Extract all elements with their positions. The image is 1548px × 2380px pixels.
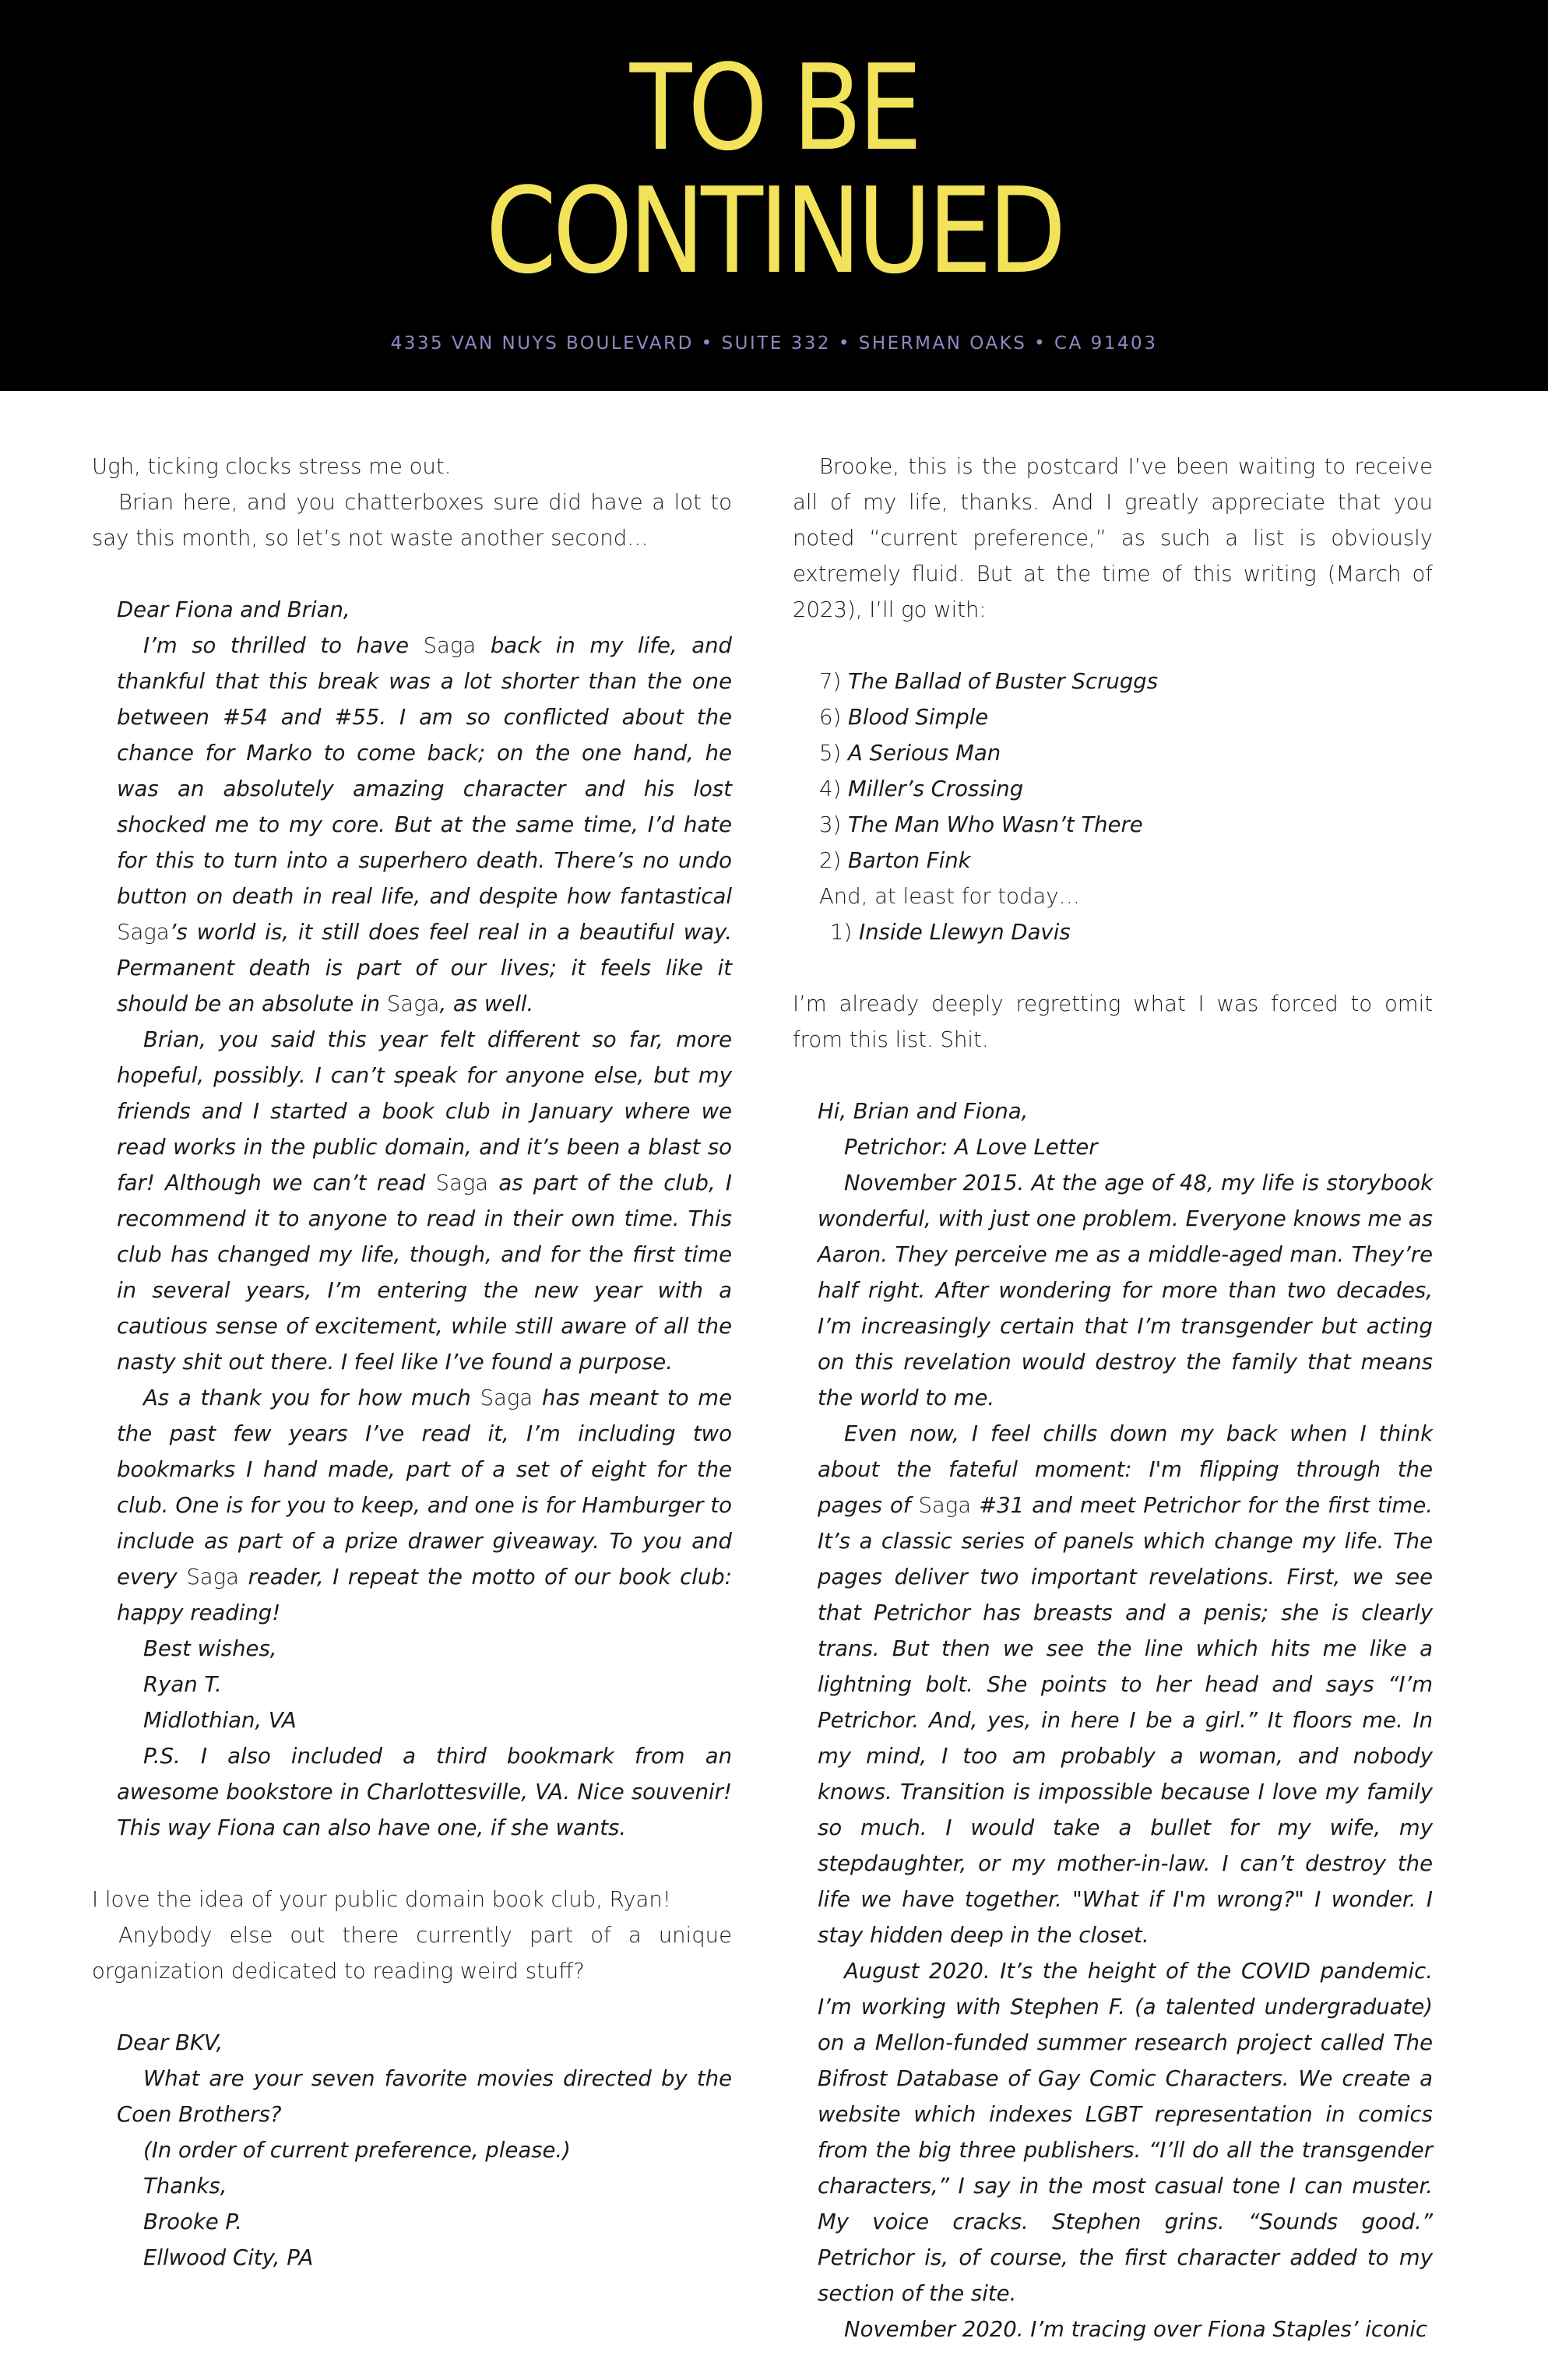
list-item: 2) Barton Fink bbox=[819, 848, 971, 873]
letter-paragraph: August 2020. It’s the height of the COVID pandemic. I’m working with Stephen F. (a talented undergraduate) on a Mellon-funded summer research project called The Bifrost Database of Gay Comic Characters. We create a website which indexes LGBT representation in comics from the big three publishers. “I’ll do all the transgender characters,” I say in the most casual tone I can muster. My voice cracks. Stephen grins. “Sounds good.” Petrichor is, of course, the first character added to my section of the site. bbox=[818, 1959, 1433, 2306]
reply-paragraph: Brooke, this is the postcard I’ve been waiting to receive all of my life, thanks. And I greatly appreciate that you noted “current preference,” as such a list is obviously extremely fluid. But at the time of this writing (March of 2023), I’ll go with: bbox=[793, 454, 1433, 622]
list-item: 7) The Ballad of Buster Scruggs bbox=[819, 669, 1159, 694]
reply-paragraph: I love the idea of your public domain book club, Ryan! bbox=[92, 1887, 671, 1912]
list-item: 6) Blood Simple bbox=[819, 705, 989, 730]
letter-paragraph: What are your seven favorite movies directed by the Coen Brothers? bbox=[117, 2066, 732, 2127]
list-item: 1) Inside Llewyn Davis bbox=[830, 920, 1071, 945]
letters-columns bbox=[92, 449, 1455, 2364]
letter-postscript: P.S. I also included a third bookmark from an awesome bookstore in Charlottesville, VA. Nice souvenir! This way Fiona can also have one, if she wants. bbox=[117, 1744, 732, 1840]
reply-paragraph: I’m already deeply regretting what I was forced to omit from this list. Shit. bbox=[793, 991, 1433, 1052]
letter-closing: Best wishes, bbox=[143, 1636, 277, 1661]
letter-signature-location: Midlothian, VA bbox=[143, 1708, 297, 1733]
letter-petrichor bbox=[793, 1093, 1433, 2347]
letter-salutation: Hi, Brian and Fiona, bbox=[818, 1099, 1029, 1124]
title-line-1: TO BE bbox=[629, 39, 919, 177]
list-aside: And, at least for today… bbox=[819, 884, 1081, 909]
letter-signature-name: Brooke P. bbox=[143, 2209, 242, 2234]
letter-signature-location: Ellwood City, PA bbox=[143, 2245, 314, 2270]
left-column bbox=[92, 449, 732, 2276]
letter-brooke bbox=[92, 2025, 732, 2276]
letter-paragraph: I’m so thrilled to have Saga back in my life, and thankful that this break was a lot shorter than the one between #54 and #55. I am so conflicted about the chance for Marko to come back; on the one hand, he was an absolutely amazing character and his lost shocked me to my core. But at the same time, I’d hate for this to turn into a superhero death. There’s no undo button on death in real life, and despite how fantastical Saga’s world is, it still does feel real in a beautiful way. Permanent death is part of our lives; it feels like it should be an absolute in Saga, as well. bbox=[117, 633, 732, 1016]
letter-paragraph: As a thank you for how much Saga has meant to me the past few years I’ve read it, I’m including two bookmarks I hand made, part of a set of eight for the club. One is for you to keep, and one is for Hamburger to include as part of a prize drawer giveaway. To you and every Saga reader, I repeat the motto of our book club: happy reading! bbox=[117, 1385, 732, 1625]
letter-paragraph: Even now, I feel chills down my back when I think about the fateful moment: I'm flipping through the pages of Saga #31 and meet Petrichor for the first time. It’s a classic series of panels which change my life. The pages deliver two important revelations. First, we see that Petrichor has breasts and a penis; she is clearly trans. But then we see the line which hits me like a lightning bolt. She points to her head and says “I’m Petrichor. And, yes, in here I be a girl.” It floors me. In my mind, I too am probably a woman, and nobody knows. Transition is impossible because I love my family so much. I would take a bullet for my wife, my stepdaughter, or my mother-in-law. I can’t destroy the life we have together. "What if I'm wrong?" I wonder. I stay hidden deep in the closet. bbox=[818, 1421, 1433, 1948]
letter-paragraph: Brian, you said this year felt different so far, more hopeful, possibly. I can’t speak for anyone else, but my friends and I started a book club in January where we read works in the public domain, and it’s been a blast so far! Although we can’t read Saga as part of the club, I recommend it to anyone to read in their own time. This club has changed my life, though, and for the first time in several years, I’m entering the new year with a cautious sense of excitement, while still aware of all the nasty shit out there. I feel like I’ve found a purpose. bbox=[117, 1027, 732, 1375]
intro-paragraph: Brian here, and you chatterboxes sure did have a lot to say this month, so let’s not waste another second… bbox=[92, 490, 732, 551]
intro-line: Ugh, ticking clocks stress me out. bbox=[92, 454, 452, 479]
letter-ryan bbox=[92, 592, 732, 1846]
letter-signature-name: Ryan T. bbox=[143, 1672, 222, 1697]
letter-salutation: Dear Fiona and Brian, bbox=[117, 597, 350, 622]
right-column bbox=[793, 449, 1433, 2347]
letter-closing: Thanks, bbox=[143, 2174, 227, 2199]
title-line-2: CONTINUED bbox=[485, 162, 1063, 300]
page-title bbox=[108, 39, 1440, 300]
letter-paragraph: November 2020. I’m tracing over Fiona Staples’ iconic bbox=[844, 2317, 1428, 2342]
letter-note: (In order of current preference, please.) bbox=[143, 2138, 571, 2163]
letter-heading: Petrichor: A Love Letter bbox=[844, 1135, 1098, 1160]
header-banner bbox=[0, 0, 1548, 391]
list-item: 5) A Serious Man bbox=[819, 741, 1001, 766]
list-item: 3) The Man Who Wasn’t There bbox=[819, 812, 1143, 837]
movie-list bbox=[793, 664, 1433, 950]
letter-salutation: Dear BKV, bbox=[117, 2030, 223, 2055]
reply-paragraph: Anybody else out there currently part of a unique organization dedicated to reading weird stuff? bbox=[92, 1923, 732, 1984]
mailing-address: 4335 VAN NUYS BOULEVARD • SUITE 332 • SHERMAN OAKS • CA 91403 bbox=[390, 333, 1158, 354]
letter-paragraph: November 2015. At the age of 48, my life is storybook wonderful, with just one problem. Everyone knows me as Aaron. They perceive me as a middle-aged man. They’re half right. After wondering for more than two decades, I’m increasingly certain that I’m transgender but acting on this revelation would destroy the family that means the world to me. bbox=[818, 1171, 1433, 1410]
list-item: 4) Miller’s Crossing bbox=[819, 776, 1024, 801]
